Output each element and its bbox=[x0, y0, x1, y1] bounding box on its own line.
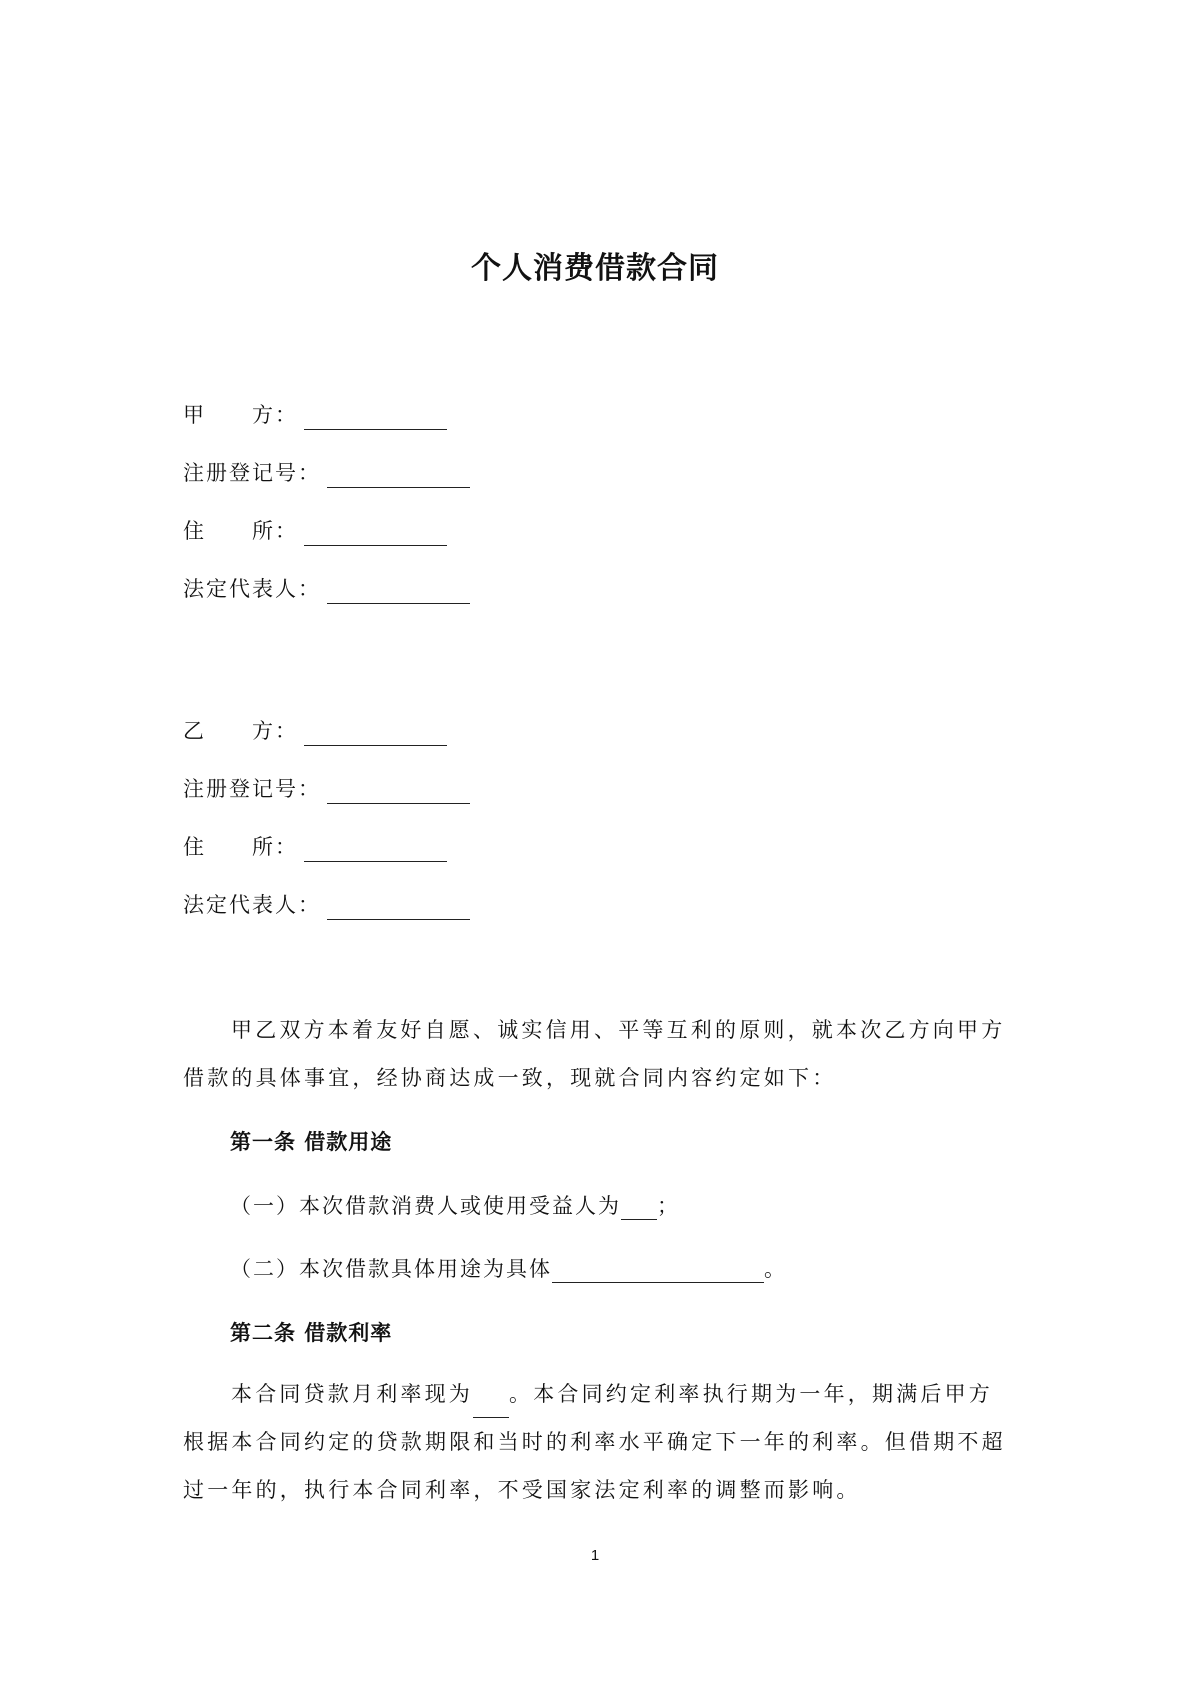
party-a-rep-blank[interactable] bbox=[327, 583, 470, 604]
article-2-heading: 第二条 借款利率 bbox=[230, 1320, 393, 1345]
party-a-address-field bbox=[183, 516, 447, 546]
interest-rate-blank[interactable] bbox=[473, 1397, 509, 1418]
party-b-rep-label: 法定代表人： bbox=[183, 893, 321, 917]
party-a-address-blank[interactable] bbox=[304, 525, 447, 546]
party-a-reg-blank[interactable] bbox=[327, 467, 470, 488]
article-1-item-2 bbox=[230, 1253, 787, 1283]
article-2-paragraph bbox=[183, 1370, 1013, 1514]
purpose-blank[interactable] bbox=[552, 1262, 764, 1283]
intro-paragraph: 甲乙双方本着友好自愿、诚实信用、平等互利的原则，就本次乙方向甲方借款的具体事宜，经协商达成一致，现就合同内容约定如下： bbox=[183, 1018, 1006, 1090]
party-b-label: 乙 方： bbox=[183, 719, 298, 743]
party-b-field bbox=[183, 716, 447, 746]
party-a-address-label: 住 所： bbox=[183, 519, 298, 543]
party-b-rep-field bbox=[183, 890, 470, 920]
article-1-item-1-text: （一）本次借款消费人或使用受益人为 bbox=[230, 1194, 621, 1218]
page-number: 1 bbox=[590, 1547, 600, 1564]
party-b-blank[interactable] bbox=[304, 725, 447, 746]
document-title: 个人消费借款合同 bbox=[471, 251, 719, 286]
article-2-text-before: 本合同贷款月利率现为 bbox=[231, 1382, 473, 1406]
party-b-reg-label: 注册登记号： bbox=[183, 777, 321, 801]
article-1-item-2-text: （二）本次借款具体用途为具体 bbox=[230, 1257, 552, 1281]
party-b-address-label: 住 所： bbox=[183, 835, 298, 859]
party-a-reg-field bbox=[183, 458, 470, 488]
article-1-item-1 bbox=[230, 1190, 680, 1220]
party-b-address-field bbox=[183, 832, 447, 862]
party-b-reg-blank[interactable] bbox=[327, 783, 470, 804]
article-2-text-after: 。本合同约定利率执行期为一年，期满后甲方根据本合同约定的贷款期限和当时的利率水平确定下一年的利率。但借期不超过一年的，执行本合同利率，不受国家法定利率的调整而影响。 bbox=[183, 1382, 1006, 1502]
party-a-rep-field bbox=[183, 574, 470, 604]
article-1-heading: 第一条 借款用途 bbox=[230, 1129, 393, 1154]
party-a-field bbox=[183, 400, 447, 430]
party-a-label: 甲 方： bbox=[183, 403, 298, 427]
party-b-address-blank[interactable] bbox=[304, 841, 447, 862]
party-a-reg-label: 注册登记号： bbox=[183, 461, 321, 485]
beneficiary-blank[interactable] bbox=[621, 1199, 657, 1220]
party-b-rep-blank[interactable] bbox=[327, 899, 470, 920]
party-a-blank[interactable] bbox=[304, 409, 447, 430]
party-b-reg-field bbox=[183, 774, 470, 804]
article-1-item-2-end: 。 bbox=[764, 1257, 787, 1281]
party-a-rep-label: 法定代表人： bbox=[183, 577, 321, 601]
article-1-item-1-end: ； bbox=[657, 1194, 680, 1218]
